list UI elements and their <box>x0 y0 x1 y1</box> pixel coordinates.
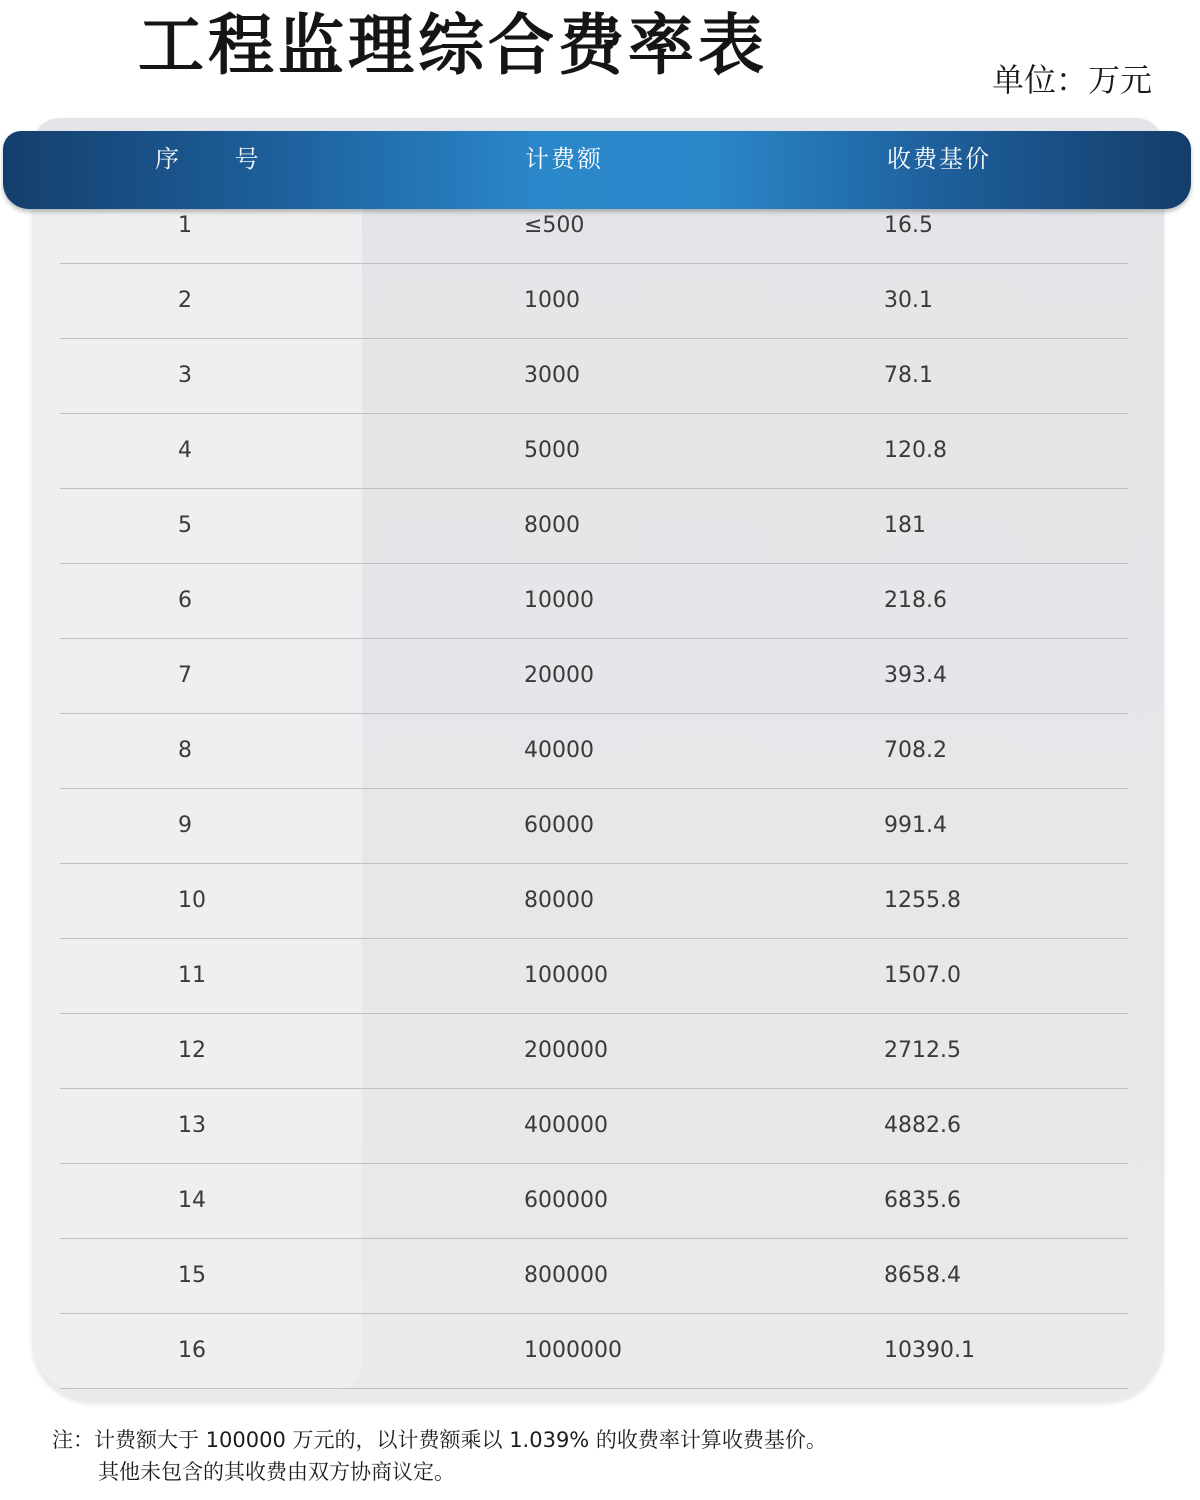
row-base-price: 78.1 <box>884 363 933 388</box>
row-serial-number: 2 <box>178 288 192 313</box>
row-base-price: 708.2 <box>884 738 947 763</box>
table-row <box>60 788 1128 864</box>
row-serial-number: 16 <box>178 1338 206 1363</box>
row-base-price: 30.1 <box>884 288 933 313</box>
row-base-price: 1507.0 <box>884 963 961 988</box>
row-serial-number: 9 <box>178 813 192 838</box>
row-fee-amount: 5000 <box>524 438 580 463</box>
table-row <box>60 638 1128 714</box>
row-base-price: 393.4 <box>884 663 947 688</box>
footnote <box>52 1424 827 1488</box>
row-fee-amount: 40000 <box>524 738 594 763</box>
header-fee-amount: 计费额 <box>525 145 603 173</box>
table-row <box>60 1313 1128 1389</box>
row-fee-amount: 100000 <box>524 963 608 988</box>
row-fee-amount: 1000000 <box>524 1338 622 1363</box>
footnote-line-1: 注：计费额大于 100000 万元的，以计费额乘以 1.039% 的收费率计算收费基价。 <box>52 1428 827 1452</box>
row-serial-number: 7 <box>178 663 192 688</box>
row-base-price: 218.6 <box>884 588 947 613</box>
row-serial-number: 15 <box>178 1263 206 1288</box>
row-fee-amount: 10000 <box>524 588 594 613</box>
row-serial-number: 11 <box>178 963 206 988</box>
row-fee-amount: 20000 <box>524 663 594 688</box>
table-row <box>60 1163 1128 1239</box>
row-fee-amount: 3000 <box>524 363 580 388</box>
row-fee-amount: 1000 <box>524 288 580 313</box>
row-serial-number: 6 <box>178 588 192 613</box>
row-fee-amount: 60000 <box>524 813 594 838</box>
row-base-price: 1255.8 <box>884 888 961 913</box>
row-base-price: 8658.4 <box>884 1263 961 1288</box>
row-base-price: 120.8 <box>884 438 947 463</box>
row-fee-amount: 80000 <box>524 888 594 913</box>
table-row <box>60 863 1128 939</box>
row-serial-number: 1 <box>178 213 192 238</box>
row-fee-amount: ≤500 <box>524 213 585 238</box>
table-row <box>60 938 1128 1014</box>
row-serial-number: 12 <box>178 1038 206 1063</box>
row-serial-number: 3 <box>178 363 192 388</box>
row-serial-number: 5 <box>178 513 192 538</box>
table-row <box>60 413 1128 489</box>
row-fee-amount: 800000 <box>524 1263 608 1288</box>
row-base-price: 16.5 <box>884 213 933 238</box>
row-base-price: 2712.5 <box>884 1038 961 1063</box>
row-serial-number: 14 <box>178 1188 206 1213</box>
row-fee-amount: 600000 <box>524 1188 608 1213</box>
row-serial-number: 13 <box>178 1113 206 1138</box>
row-base-price: 991.4 <box>884 813 947 838</box>
unit-label: 单位：万元 <box>991 61 1152 99</box>
table-row <box>60 263 1128 339</box>
row-fee-amount: 400000 <box>524 1113 608 1138</box>
table-row <box>60 1088 1128 1164</box>
row-base-price: 6835.6 <box>884 1188 961 1213</box>
table-row <box>60 563 1128 639</box>
row-serial-number: 8 <box>178 738 192 763</box>
header-base-price: 收费基价 <box>887 145 991 173</box>
row-serial-number: 10 <box>178 888 206 913</box>
footnote-line-2: 其他未包含的其收费由双方协商议定。 <box>98 1460 455 1484</box>
page-title: 工程监理综合费率表 <box>138 7 768 84</box>
header-serial-number: 序 号 <box>155 145 283 173</box>
table-row <box>60 1238 1128 1314</box>
table-row <box>60 188 1128 264</box>
table-row <box>60 338 1128 414</box>
row-base-price: 4882.6 <box>884 1113 961 1138</box>
row-base-price: 181 <box>884 513 926 538</box>
row-base-price: 10390.1 <box>884 1338 975 1363</box>
table-row <box>60 713 1128 789</box>
table-row <box>60 488 1128 564</box>
row-serial-number: 4 <box>178 438 192 463</box>
table-row <box>60 1013 1128 1089</box>
row-fee-amount: 8000 <box>524 513 580 538</box>
row-fee-amount: 200000 <box>524 1038 608 1063</box>
